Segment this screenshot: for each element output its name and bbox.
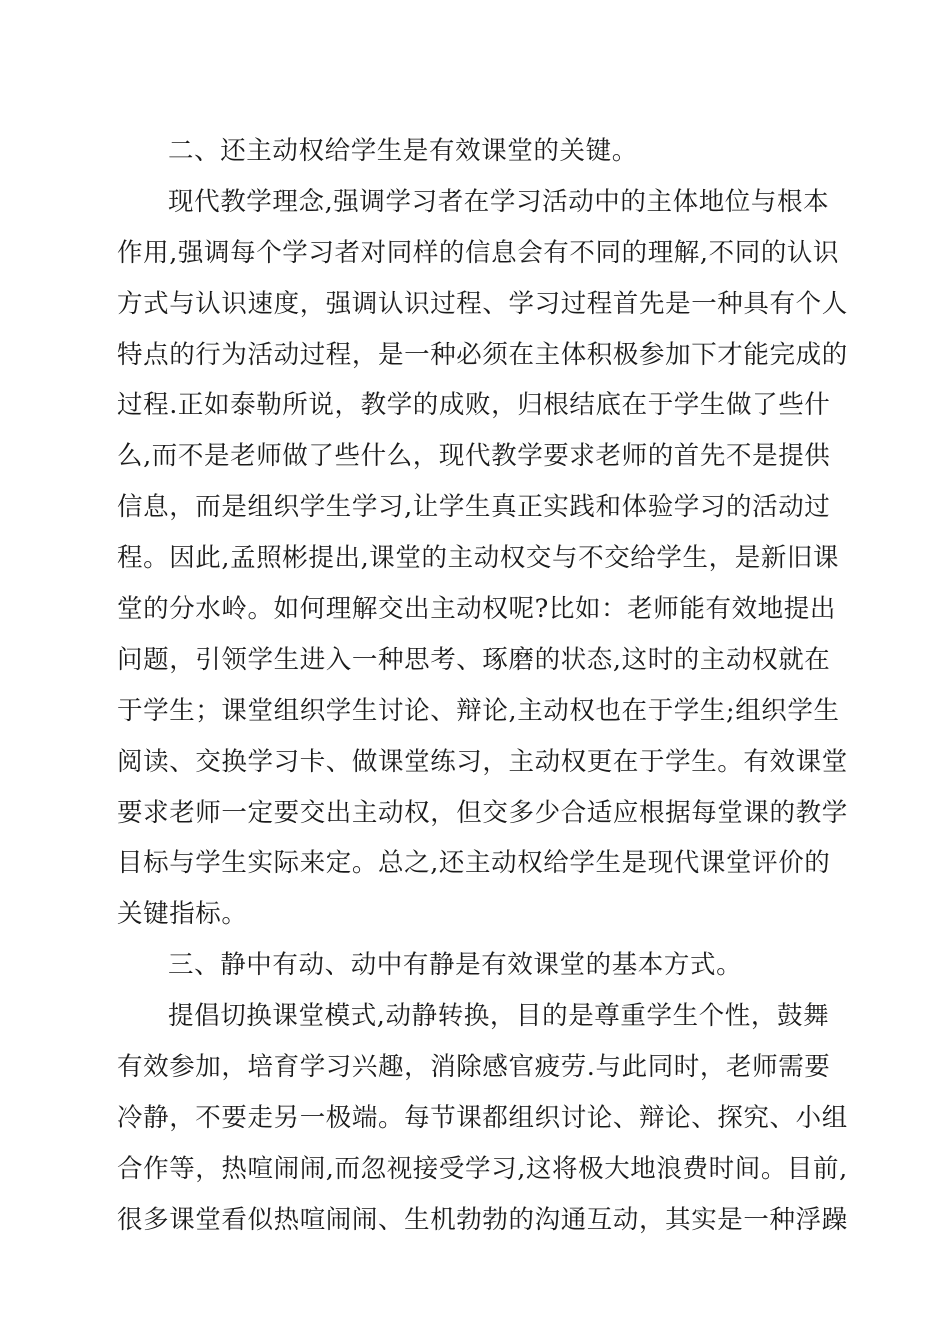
paragraph-line: 目标与学生实际来定。总之,还主动权给学生是现代课堂评价的 [117, 848, 831, 879]
paragraph-line: 问题，引领学生进入一种思考、琢磨的状态,这时的主动权就在 [117, 644, 831, 675]
paragraph-line: 关键指标。 [117, 899, 248, 930]
paragraph-line: 现代教学理念,强调学习者在学习活动中的主体地位与根本 [168, 186, 830, 217]
paragraph-line: 堂的分水岭。如何理解交出主动权呢?比如：老师能有效地提出 [117, 594, 836, 625]
paragraph-line: 有效参加，培育学习兴趣，消除感官疲劳.与此同时，老师需要 [117, 1052, 831, 1083]
paragraph-line: 程。因此,孟照彬提出,课堂的主动权交与不交给学生，是新旧课 [117, 543, 840, 574]
section-heading-3: 三、静中有动、动中有静是有效课堂的基本方式。 [168, 950, 743, 981]
section-heading-2: 二、还主动权给学生是有效课堂的关键。 [168, 136, 638, 166]
paragraph-line: 合作等，热喧闹闹,而忽视接受学习,这将极大地浪费时间。目前, [117, 1153, 848, 1184]
paragraph-line: 信息，而是组织学生学习,让学生真正实践和体验学习的活动过 [117, 492, 831, 523]
paragraph-line: 很多课堂看似热喧闹闹、生机勃勃的沟通互动，其实是一种浮躁 [117, 1204, 848, 1235]
paragraph-line: 作用,强调每个学习者对同样的信息会有不同的理解,不同的认识 [117, 237, 840, 268]
paragraph-line: 方式与认识速度，强调认识过程、学习过程首先是一种具有个人 [117, 288, 848, 319]
paragraph-line: 提倡切换课堂模式,动静转换，目的是尊重学生个性，鼓舞 [168, 1001, 830, 1032]
paragraph-line: 过程.正如泰勒所说，教学的成败，归根结底在于学生做了些什 [117, 390, 831, 421]
paragraph-line: 么,而不是老师做了些什么，现代教学要求老师的首先不是提供 [117, 441, 831, 472]
paragraph-line: 冷静，不要走另一极端。每节课都组织讨论、辩论、探究、小组 [117, 1102, 848, 1133]
paragraph-line: 要求老师一定要交出主动权，但交多少合适应根据每堂课的教学 [117, 797, 848, 828]
document-body [117, 126, 852, 1246]
paragraph-line: 阅读、交换学习卡、做课堂练习，主动权更在于学生。有效课堂 [117, 746, 848, 777]
paragraph-line: 特点的行为活动过程，是一种必须在主体积极参加下才能完成的 [117, 339, 848, 370]
paragraph-line: 于学生；课堂组织学生讨论、辩论,主动权也在于学生;组织学生 [117, 695, 840, 726]
